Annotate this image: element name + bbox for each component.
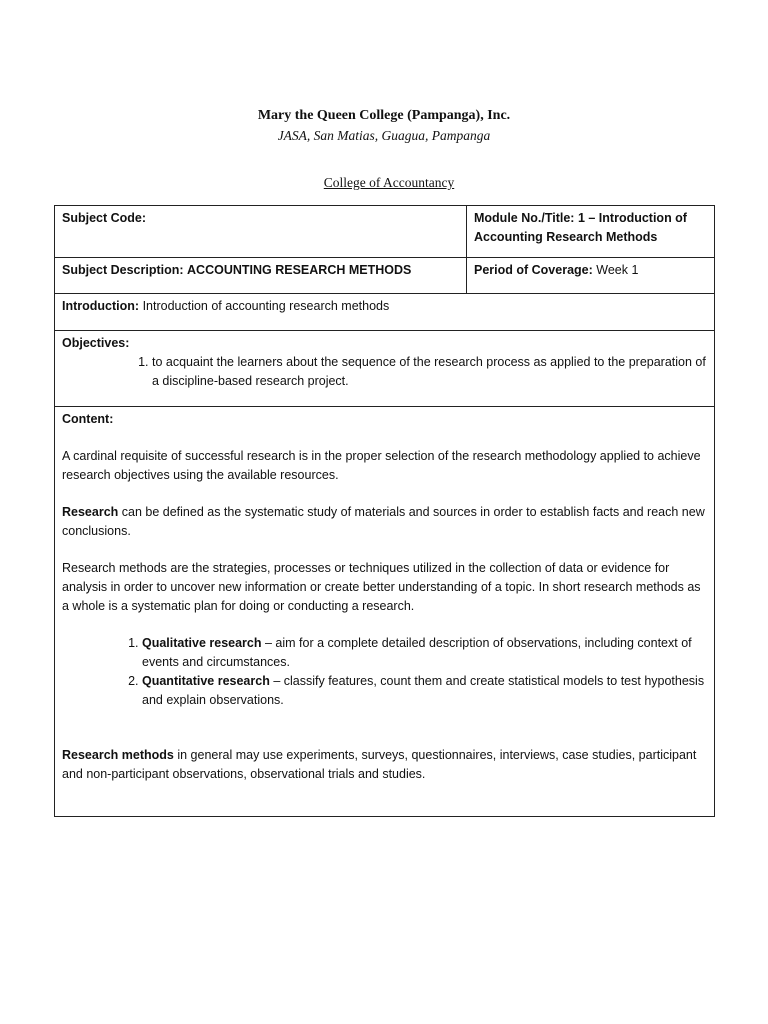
research-term: Research [62,505,119,519]
period-value: Week 1 [596,263,639,277]
module-label: Module No./Title: [474,211,575,225]
subject-description-cell [55,258,467,294]
objective-item: 1. to acquaint the learners about the sequence of the research process as applied to the preparation of a discipline-based research project. [152,353,707,391]
content-cell [55,407,715,817]
period-cell [467,258,715,294]
module-table [54,205,715,817]
method-description: – classify features, count them and create statistical models to test hypothesis and explain observations. [142,674,705,707]
method-term: Qualitative research [142,636,262,650]
module-cell [467,206,715,258]
content-label: Content: [62,412,114,426]
subject-description-label: Subject Description: [62,263,184,277]
college-name: College of Accountancy [323,175,455,190]
objectives-list [62,353,707,391]
subject-description-row [55,258,715,294]
objectives-label: Objectives: [62,336,130,350]
content-paragraph-1: A cardinal requisite of successful research is in the proper selection of the research methodology applied to achieve research objectives using the available resources. [62,449,701,482]
list-item [142,672,707,710]
research-methods-list [62,634,707,710]
institution-name: Mary the Queen College (Pampanga), Inc. [257,108,511,123]
objectives-row [55,331,715,407]
introduction-label: Introduction: [62,299,140,313]
content-row [55,407,715,817]
method-term: Quantitative research [142,674,270,688]
research-definition: can be defined as the systematic study of materials and sources in order to establish facts and reach new conclusions. [62,505,705,538]
module-value: 1 – Introduction of Accounting Research Methods [474,211,687,244]
research-methods-description: in general may use experiments, surveys, questionnaires, interviews, case studies, participant and non-participant observations, observational trials and studies. [62,748,697,781]
content-paragraph-2 [62,503,707,541]
method-description: – aim for a complete detailed description of observations, including context of events and circumstances. [142,636,692,669]
list-item [142,634,707,672]
objectives-cell [55,331,715,407]
institution-address: JASA, San Matias, Guagua, Pampanga [277,128,491,143]
period-label: Period of Coverage: [474,263,593,277]
subject-code-label: Subject Code: [62,211,147,225]
content-paragraph-3: Research methods are the strategies, processes or techniques utilized in the collection of data or evidence for analysis in order to uncover new information or create better understanding of a topic. In short research methods as a whole is a systematic plan for doing or conducting a research. [62,561,701,613]
introduction-value: Introduction of accounting research methods [142,299,390,313]
subject-code-row [55,206,715,258]
subject-description-value: ACCOUNTING RESEARCH METHODS [187,263,412,277]
research-methods-term: Research methods [62,748,174,762]
content-paragraph-4 [62,746,707,784]
introduction-cell [55,294,715,331]
introduction-row [55,294,715,331]
subject-code-cell [55,206,467,258]
